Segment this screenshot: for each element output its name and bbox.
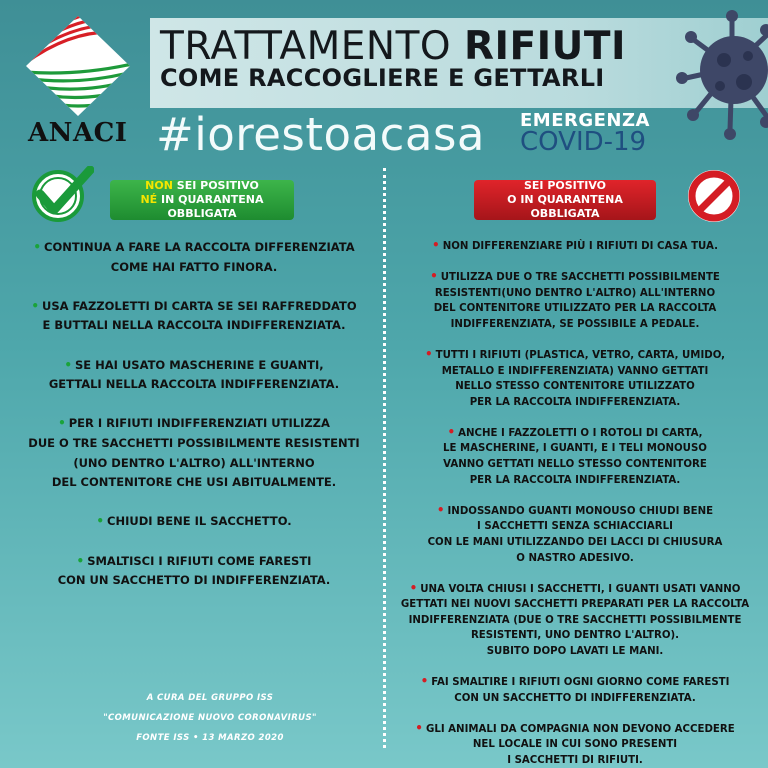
status-badge-positive bbox=[474, 180, 656, 220]
status-badge-not-positive bbox=[110, 180, 294, 220]
item-text: ANCHE I FAZZOLETTI O I ROTOLI DI CARTA, LE MASCHERINE, I GUANTI, E I TELI MONOUSO VANNO GETTATI NELLO STESSO CONTENITORE PER LA RACCOLTA INDIFFERENZIATA. bbox=[443, 427, 707, 486]
bullet-icon: • bbox=[58, 416, 66, 431]
badge-left-hl1: NON bbox=[145, 179, 173, 192]
list-item bbox=[390, 238, 760, 255]
item-text: SE HAI USATO MASCHERINE E GUANTI, GETTALI NELLA RACCOLTA INDIFFERENZIATA. bbox=[48, 357, 340, 392]
item-text: GLI ANIMALI DA COMPAGNIA NON DEVONO ACCEDERE NEL LOCALE IN CUI SONO PRESENTI I SACCHETTI DI RIFIUTI. bbox=[425, 723, 735, 766]
column-divider bbox=[383, 168, 386, 748]
page-subtitle: COME RACCOGLIERE E GETTARLI bbox=[160, 64, 605, 92]
virus-icon bbox=[672, 0, 768, 142]
item-text: PER I RIFIUTI INDIFFERENZIATI UTILIZZA DUE O TRE SACCHETTI POSSIBILMENTE RESISTENTI (UNO DENTRO L'ALTRO) ALL'INTERNO DEL CONTENITORE CHE USI ABITUALMENTE. bbox=[28, 416, 360, 490]
bullet-icon: • bbox=[436, 502, 445, 517]
badge-right-line2: O IN QUARANTENA OBBLIGATA bbox=[507, 193, 623, 220]
list-item bbox=[390, 269, 760, 332]
item-text: INDOSSANDO GUANTI MONOUSO CHIUDI BENE I SACCHETTI SENZA SCHIACCIARLI CON LE MANI UTILIZZANDO DEI LACCI DI CHIUSURA O NASTRO ADESIVO. bbox=[427, 505, 723, 564]
bullet-icon: • bbox=[409, 580, 418, 595]
list-item bbox=[14, 356, 374, 395]
list-item bbox=[14, 297, 374, 336]
item-text: SMALTISCI I RIFIUTI COME FARESTI CON UN SACCHETTO DI INDIFFERENZIATA. bbox=[57, 553, 331, 588]
bullet-icon: • bbox=[420, 674, 429, 689]
bullet-icon: • bbox=[432, 238, 440, 252]
list-item bbox=[14, 512, 374, 532]
item-text: CHIUDI BENE IL SACCHETTO. bbox=[107, 514, 292, 529]
bullet-icon: • bbox=[33, 240, 41, 254]
bullet-icon: • bbox=[31, 298, 39, 313]
item-text: UNA VOLTA CHIUSI I SACCHETTI, I GUANTI USATI VANNO GETTATI NEI NUOVI SACCHETTI PREPARATI PER LA RACCOLTA INDIFFERENZIATA (DUE O TRE SACCHETTI POSSIBILMENTE RESISTENTI, UNO DENTRO L'ALTRO). SUBITO DOPO LAVATI LE MANI. bbox=[400, 583, 750, 657]
credits-line1: A CURA DEL GRUPPO ISS bbox=[146, 693, 274, 703]
list-item bbox=[390, 674, 760, 706]
forbidden-icon bbox=[686, 168, 742, 224]
left-instructions bbox=[14, 238, 374, 610]
logo-text: ANACI bbox=[28, 118, 128, 148]
list-item bbox=[390, 581, 760, 660]
list-item bbox=[14, 238, 374, 277]
item-text: FAI SMALTIRE I RIFIUTI OGNI GIORNO COME FARESTI CON UN SACCHETTO DI INDIFFERENZIATA. bbox=[431, 677, 730, 704]
check-icon bbox=[30, 166, 94, 222]
list-item bbox=[390, 347, 760, 410]
badge-left-rest2: IN QUARANTENA OBBLIGATA bbox=[157, 193, 264, 220]
item-text: UTILIZZA DUE O TRE SACCHETTI POSSIBILMENTE RESISTENTI(UNO DENTRO L'ALTRO) ALL'INTERNO DEL CONTENITORE UTILIZZATO PER LA RACCOLTA INDIFFERENZIATA, SE POSSIBILE A PEDALE. bbox=[433, 272, 720, 330]
right-instructions bbox=[390, 238, 760, 768]
bullet-icon: • bbox=[415, 720, 423, 735]
list-item bbox=[390, 721, 760, 768]
badge-left-rest1: SEI POSITIVO bbox=[172, 179, 259, 192]
hashtag: #iorestoacasa bbox=[156, 108, 485, 161]
credits bbox=[60, 688, 360, 748]
bullet-icon: • bbox=[76, 553, 85, 568]
item-text: CONTINUA A FARE LA RACCOLTA DIFFERENZIATA COME HAI FATTO FINORA. bbox=[44, 240, 355, 274]
list-item bbox=[390, 425, 760, 488]
badge-left-line1 bbox=[110, 179, 294, 193]
item-text: TUTTI I RIFIUTI (PLASTICA, VETRO, CARTA, UMIDO, METALLO E INDIFFERENZIATA) VANNO GETTATI NELLO STESSO CONTENITORE UTILIZZATO PER LA RACCOLTA INDIFFERENZIATA. bbox=[435, 349, 726, 408]
page-title bbox=[160, 24, 626, 69]
credits-line3: FONTE ISS • 13 MARZO 2020 bbox=[136, 733, 284, 743]
title-part1: TRATTAMENTO bbox=[160, 24, 464, 69]
title-part2: RIFIUTI bbox=[463, 24, 626, 69]
covid-label: COVID-19 bbox=[520, 127, 647, 157]
badge-left-line2 bbox=[110, 193, 294, 221]
anaci-logo-icon bbox=[24, 14, 132, 118]
bullet-icon: • bbox=[424, 346, 433, 361]
bullet-icon: • bbox=[64, 357, 72, 372]
credits-line2: "COMUNICAZIONE NUOVO CORONAVIRUS" bbox=[103, 713, 317, 723]
badge-right-line1: SEI POSITIVO bbox=[523, 179, 607, 192]
bullet-icon: • bbox=[430, 269, 438, 284]
list-item bbox=[390, 503, 760, 566]
badge-left-hl2: NÉ bbox=[140, 193, 158, 206]
item-text: NON DIFFERENZIARE PIÙ I RIFIUTI DI CASA TUA. bbox=[442, 241, 718, 252]
list-item bbox=[14, 552, 374, 591]
emergenza-label: EMERGENZA bbox=[520, 110, 650, 131]
item-text: USA FAZZOLETTI DI CARTA SE SEI RAFFREDDATO E BUTTALI NELLA RACCOLTA INDIFFERENZIATA. bbox=[42, 298, 357, 333]
list-item bbox=[14, 414, 374, 492]
bullet-icon: • bbox=[96, 514, 105, 529]
bullet-icon: • bbox=[447, 424, 456, 439]
